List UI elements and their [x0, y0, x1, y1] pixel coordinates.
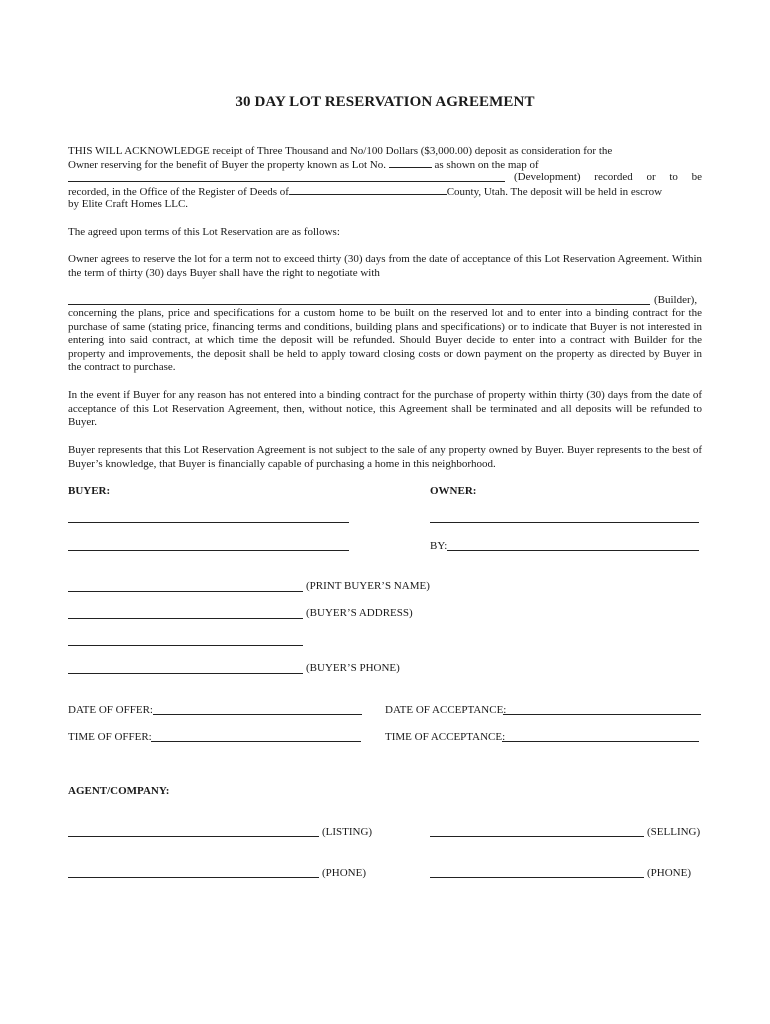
date-of-offer-field[interactable] [153, 714, 362, 715]
date-of-acceptance-label: DATE OF ACCEPTANCE: [385, 704, 507, 716]
builder-name-field[interactable] [68, 304, 650, 305]
agent-company-heading: AGENT/COMPANY: [68, 785, 170, 797]
lot-no-field[interactable] [389, 158, 432, 168]
selling-label: (SELLING) [647, 826, 701, 838]
owner-by-field[interactable] [447, 550, 699, 551]
terms-intro: The agreed upon terms of this Lot Reservation are as follows: [68, 226, 340, 238]
listing-phone-field[interactable] [68, 877, 319, 878]
listing-phone-label: (PHONE) [322, 867, 366, 879]
time-of-offer-field[interactable] [151, 741, 361, 742]
owner-signature-line[interactable] [430, 522, 699, 523]
listing-label: (LISTING) [322, 826, 373, 838]
county-field[interactable] [289, 185, 447, 195]
builder-label: (Builder), [654, 294, 698, 306]
development-field[interactable] [68, 181, 505, 182]
print-buyer-name-label: (PRINT BUYER’S NAME) [306, 580, 430, 592]
acknowledge-line-4 [68, 185, 662, 198]
document-title: 30 DAY LOT RESERVATION AGREEMENT [235, 94, 535, 110]
buyer-signature-line-1[interactable] [68, 522, 349, 523]
lot-no-label: Owner reserving for the benefit of Buyer the property known as Lot No. [68, 159, 386, 171]
buyer-signature-line-2[interactable] [68, 550, 349, 551]
print-buyer-name-field[interactable] [68, 591, 303, 592]
buyer-address-field[interactable] [68, 618, 303, 619]
acknowledge-line-1: THIS WILL ACKNOWLEDGE receipt of Three Thousand and No/100 Dollars ($3,000.00) deposit as consideration for the [68, 145, 613, 157]
buyer-heading: BUYER: [68, 485, 111, 497]
map-of-label: as shown on the map of [434, 159, 539, 171]
date-of-acceptance-field[interactable] [503, 714, 701, 715]
register-of-deeds-label: recorded, in the Office of the Register of Deeds of [68, 186, 289, 198]
county-escrow-label: County, Utah. The deposit will be held in escrow [446, 186, 663, 198]
acknowledge-line-2 [68, 158, 539, 171]
owner-heading: OWNER: [430, 485, 477, 497]
time-of-offer-label: TIME OF OFFER: [68, 731, 152, 743]
termination-paragraph: In the event if Buyer for any reason has not entered into a binding contract for the purchase of property within thirty (30) days from the date of acceptance of this Lot Reservation Agreement, then, without notice, this Agreement shall be terminated and all deposits will be refunded to Buyer. [68, 389, 702, 429]
buyer-phone-label: (BUYER’S PHONE) [306, 662, 400, 674]
time-of-acceptance-field[interactable] [502, 741, 699, 742]
by-label: BY: [430, 540, 448, 552]
builder-terms-paragraph: concerning the plans, price and specifications for a custom home to be built on the reserved lot and to enter into a binding contract for the purchase of same (stating price, financing terms and conditions, building plans and specifications) or to indicate that Buyer is not interested in entering into said contract, at which time the deposit will be refunded. Should Buyer decide to enter into a contract with Builder for the property and improvements, the deposit shall be held to apply toward closing costs or down payment on the property as directed by Buyer in the contract to purchase. [68, 307, 702, 374]
buyer-address-label: (BUYER’S ADDRESS) [306, 607, 413, 619]
buyer-phone-field[interactable] [68, 673, 303, 674]
date-of-offer-label: DATE OF OFFER: [68, 704, 153, 716]
buyer-address-field-2[interactable] [68, 645, 303, 646]
escrow-holder: by Elite Craft Homes LLC. [68, 198, 189, 210]
selling-phone-label: (PHONE) [647, 867, 691, 879]
selling-agent-field[interactable] [430, 836, 644, 837]
time-of-acceptance-label: TIME OF ACCEPTANCE: [385, 731, 506, 743]
selling-phone-field[interactable] [430, 877, 644, 878]
listing-agent-field[interactable] [68, 836, 319, 837]
reserve-term-paragraph: Owner agrees to reserve the lot for a term not to exceed thirty (30) days from the date of acceptance of this Lot Reservation Agreement. Within the term of thirty (30) days Buyer shall have the right to negotiate with [68, 253, 702, 279]
buyer-represents-paragraph: Buyer represents that this Lot Reservation Agreement is not subject to the sale of any property owned by Buyer. Buyer represents to the best of Buyer’s knowledge, that Buyer is financially capable of purchasing a home in this neighborhood. [68, 444, 702, 470]
development-label: (Development) recorded or to be [514, 171, 702, 183]
